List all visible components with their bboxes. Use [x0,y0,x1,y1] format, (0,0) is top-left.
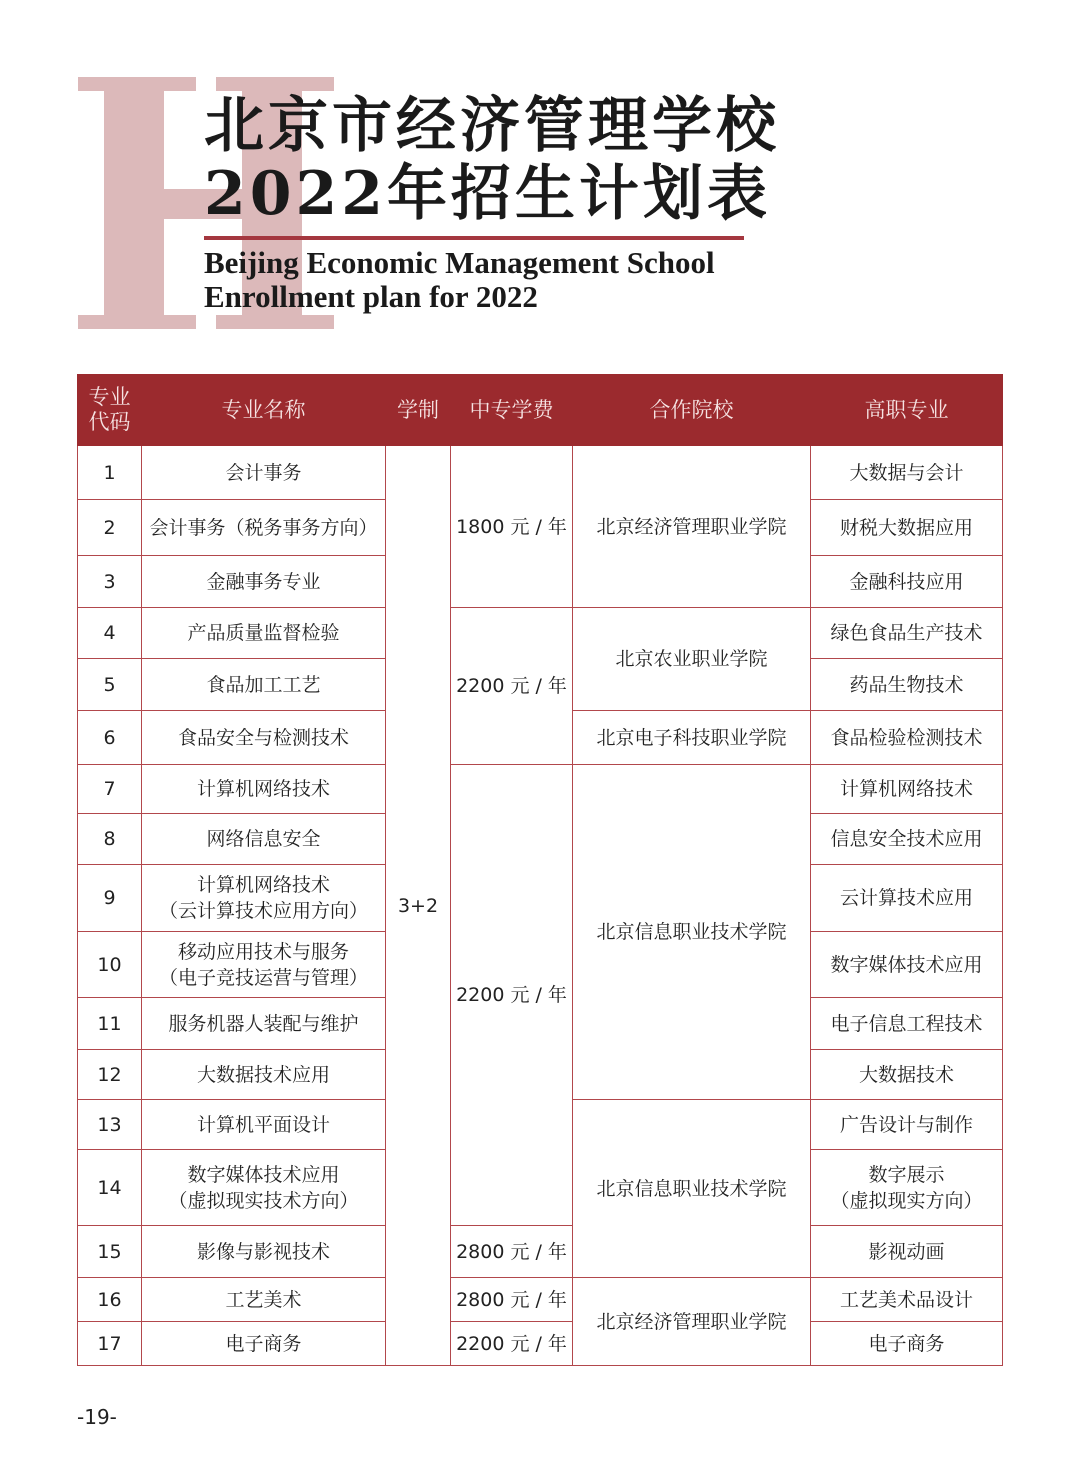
cell-major: 数字媒体技术应用 [811,932,1003,998]
cell-major: 广告设计与制作 [811,1100,1003,1150]
cell-major: 食品检验检测技术 [811,711,1003,765]
cell-name: 网络信息安全 [142,814,386,865]
cell-system: 3+2 [386,446,451,1366]
cell-name: 大数据技术应用 [142,1050,386,1100]
cell-code: 15 [78,1226,142,1278]
cell-code: 8 [78,814,142,865]
cell-college: 北京信息职业技术学院 [573,1100,811,1278]
cell-college: 北京经济管理职业学院 [573,446,811,608]
table-row [78,1226,1003,1278]
cell-major-line2: （虚拟现实方向） [830,1189,983,1212]
cell-name [142,932,386,998]
cell-name-line1: 计算机网络技术 [196,874,330,896]
cell-major [811,1150,1003,1226]
table-row [78,1278,1003,1322]
table-row [78,446,1003,500]
cell-major: 云计算技术应用 [811,865,1003,932]
table-row [78,765,1003,814]
cell-code: 10 [78,932,142,998]
cell-code: 1 [78,446,142,500]
cell-fee: 2200 元 / 年 [451,1322,573,1366]
title-cn-line2: 2022年招生计划表 [204,159,771,229]
table-header-row [78,375,1003,446]
cell-major: 绿色食品生产技术 [811,608,1003,659]
header-college: 合作院校 [573,375,811,446]
cell-college: 北京电子科技职业学院 [573,711,811,765]
cell-code: 5 [78,659,142,711]
enrollment-plan-table [77,374,1003,1366]
cell-name-line1: 数字媒体技术应用 [187,1163,340,1186]
cell-fee: 2800 元 / 年 [451,1278,573,1322]
cell-name-line1: 移动应用技术与服务 [177,940,349,963]
cell-name-line2: （电子竞技运营与管理） [158,966,368,989]
title-chinese [204,92,780,228]
title-en-line2: Enrollment plan for 2022 [204,279,538,314]
cell-name: 工艺美术 [142,1278,386,1322]
cell-code: 13 [78,1100,142,1150]
header-fee: 中专学费 [451,375,573,446]
cell-major: 信息安全技术应用 [811,814,1003,865]
cell-major: 工艺美术品设计 [811,1278,1003,1322]
cell-code: 2 [78,500,142,556]
page-number: -19- [77,1405,117,1429]
cell-code: 7 [78,765,142,814]
cell-major: 影视动画 [811,1226,1003,1278]
title-english [204,246,715,314]
cell-major: 药品生物技术 [811,659,1003,711]
cell-code: 14 [78,1150,142,1226]
cell-major: 大数据技术 [811,1050,1003,1100]
cell-code: 16 [78,1278,142,1322]
cell-code: 9 [78,865,142,932]
cell-name: 会计事务（税务事务方向） [142,500,386,556]
cell-fee: 2200 元 / 年 [451,765,573,1226]
cell-major: 电子信息工程技术 [811,998,1003,1050]
header-system: 学制 [386,375,451,446]
cell-code: 11 [78,998,142,1050]
header-major: 高职专业 [811,375,1003,446]
title-cn-line1: 北京市经济管理学校 [204,91,780,161]
cell-major: 金融科技应用 [811,556,1003,608]
cell-major: 计算机网络技术 [811,765,1003,814]
title-divider [204,236,744,240]
cell-code: 6 [78,711,142,765]
table-row [78,608,1003,659]
cell-major: 电子商务 [811,1322,1003,1366]
cell-major: 大数据与会计 [811,446,1003,500]
cell-name: 产品质量监督检验 [142,608,386,659]
cell-name [142,1150,386,1226]
cell-name: 电子商务 [142,1322,386,1366]
cell-name: 会计事务 [142,446,386,500]
cell-name-line2: （云计算技术应用方向） [158,900,368,922]
cell-name: 食品加工工艺 [142,659,386,711]
cell-major-line1: 数字展示 [868,1163,945,1186]
cell-major: 财税大数据应用 [811,500,1003,556]
header-code: 专业 代码 [78,375,142,446]
cell-name-line2: （虚拟现实技术方向） [168,1189,359,1212]
cell-name: 计算机网络技术 [142,765,386,814]
cell-code: 12 [78,1050,142,1100]
cell-name: 计算机平面设计 [142,1100,386,1150]
cell-fee: 2800 元 / 年 [451,1226,573,1278]
cell-code: 17 [78,1322,142,1366]
table-row [78,1322,1003,1366]
cell-fee: 1800 元 / 年 [451,446,573,608]
cell-college: 北京农业职业学院 [573,608,811,711]
title-en-line1: Beijing Economic Management School [204,245,715,280]
cell-name: 金融事务专业 [142,556,386,608]
header-name: 专业名称 [142,375,386,446]
cell-code: 3 [78,556,142,608]
cell-college: 北京信息职业技术学院 [573,765,811,1100]
cell-name [142,865,386,932]
cell-name: 服务机器人装配与维护 [142,998,386,1050]
cell-fee: 2200 元 / 年 [451,608,573,765]
cell-name: 影像与影视技术 [142,1226,386,1278]
cell-college: 北京经济管理职业学院 [573,1278,811,1366]
cell-name: 食品安全与检测技术 [142,711,386,765]
cell-code: 4 [78,608,142,659]
